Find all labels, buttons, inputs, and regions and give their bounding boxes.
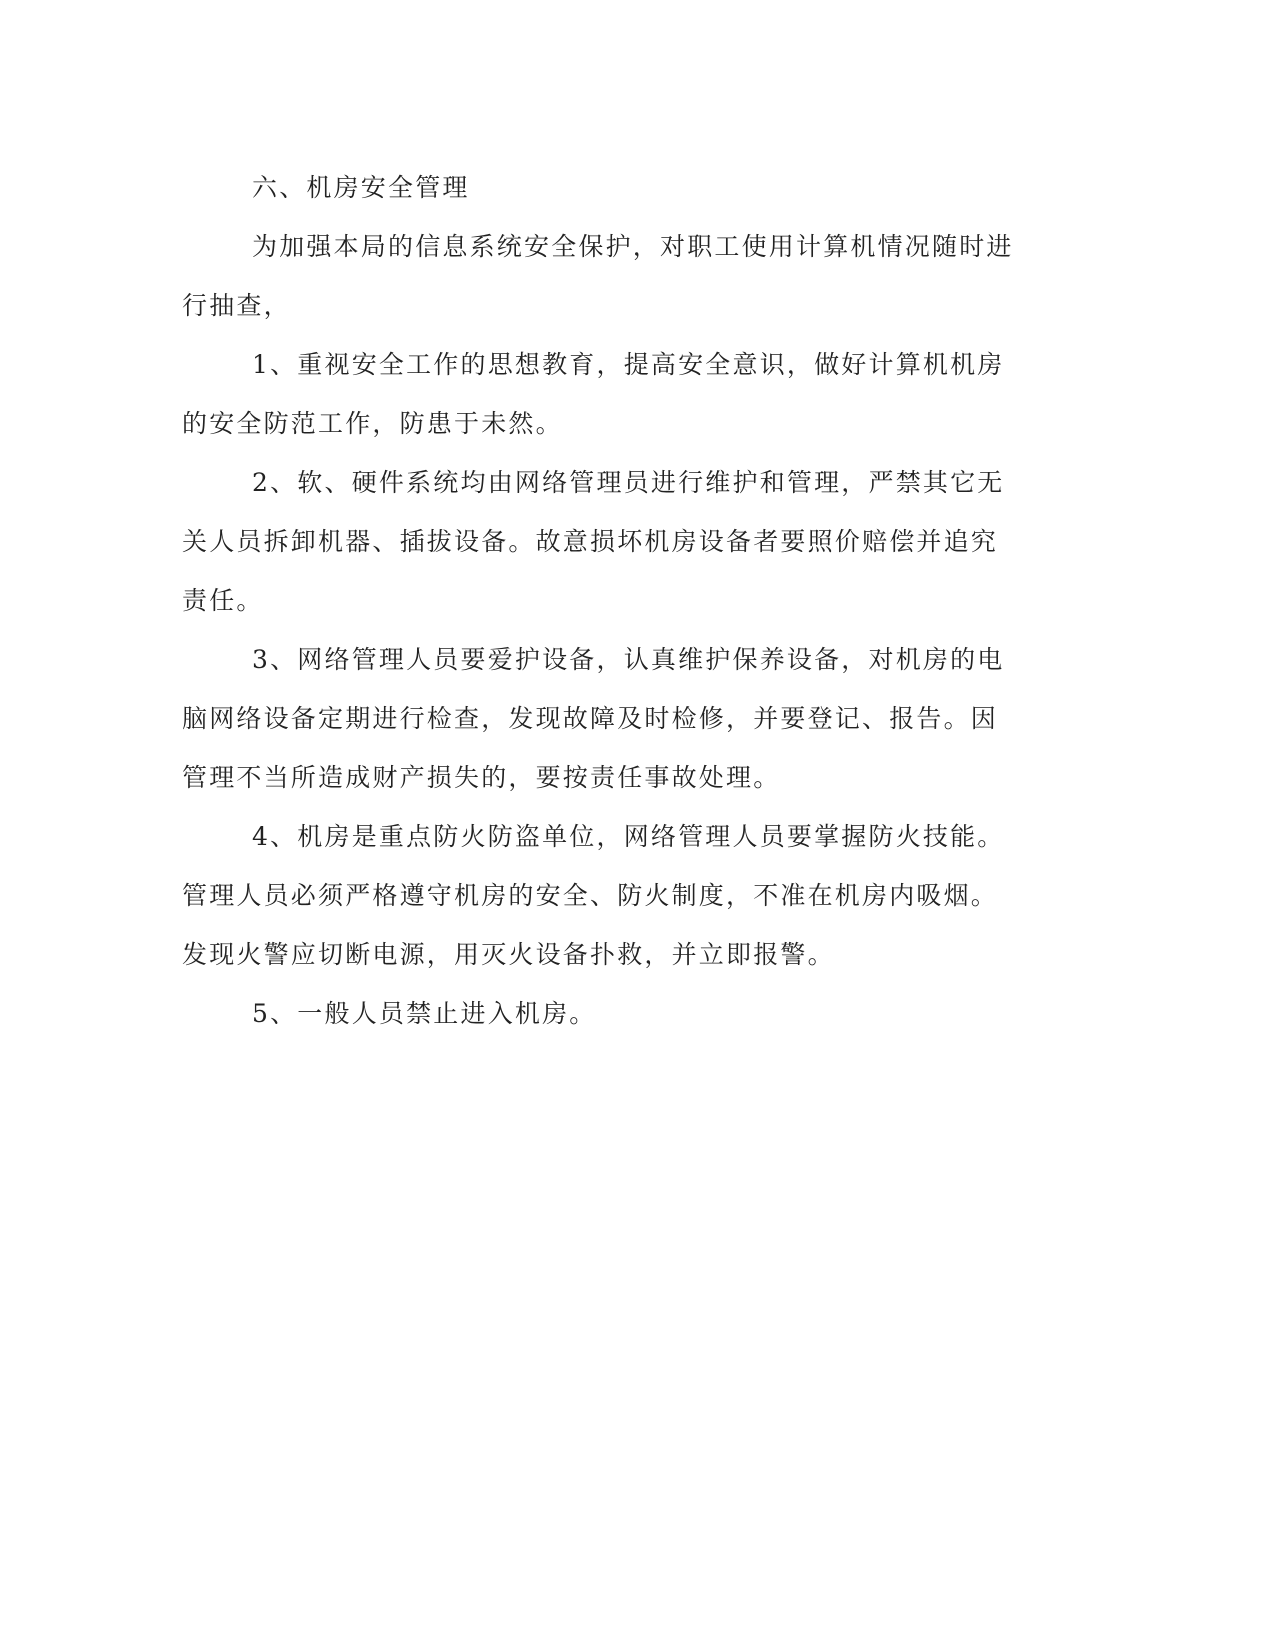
- paragraph-item-3: [182, 630, 1042, 807]
- paragraph-item-5: [182, 984, 1042, 1043]
- paragraph-line: 2、软、硬件系统均由网络管理员进行维护和管理，严禁其它无: [252, 468, 1005, 497]
- paragraph-line: 为加强本局的信息系统安全保护，对职工使用计算机情况随时进: [252, 232, 1014, 261]
- paragraph-line: 管理人员必须严格遵守机房的安全、防火制度，不准在机房内吸烟。: [182, 881, 999, 910]
- paragraph-line: 责任。: [182, 586, 264, 615]
- paragraph-line: 5、一般人员禁止进入机房。: [252, 999, 597, 1028]
- paragraph-item-1: [182, 335, 1042, 453]
- paragraph-line: 脑网络设备定期进行检查，发现故障及时检修，并要登记、报告。因: [182, 704, 999, 733]
- paragraph-line: 的安全防范工作，防患于未然。: [182, 409, 563, 438]
- paragraph-line: 3、网络管理人员要爱护设备，认真维护保养设备，对机房的电: [252, 645, 1005, 674]
- paragraph-line: 1、重视安全工作的思想教育，提高安全意识，做好计算机机房: [252, 350, 1005, 379]
- paragraph-item-4: [182, 807, 1042, 984]
- paragraph-line: 管理不当所造成财产损失的，要按责任事故处理。: [182, 763, 781, 792]
- paragraph-line: 4、机房是重点防火防盗单位，网络管理人员要掌握防火技能。: [252, 822, 1005, 851]
- document-body: [182, 158, 1042, 1043]
- paragraph-line: 关人员拆卸机器、插拔设备。故意损坏机房设备者要照价赔偿并追究: [182, 527, 999, 556]
- paragraph-line: 行抽查，: [182, 291, 291, 320]
- section-heading: 六、机房安全管理: [252, 173, 470, 202]
- paragraph-line: 发现火警应切断电源，用灭火设备扑救，并立即报警。: [182, 940, 835, 969]
- paragraph-intro: [182, 217, 1042, 335]
- paragraph-item-2: [182, 453, 1042, 630]
